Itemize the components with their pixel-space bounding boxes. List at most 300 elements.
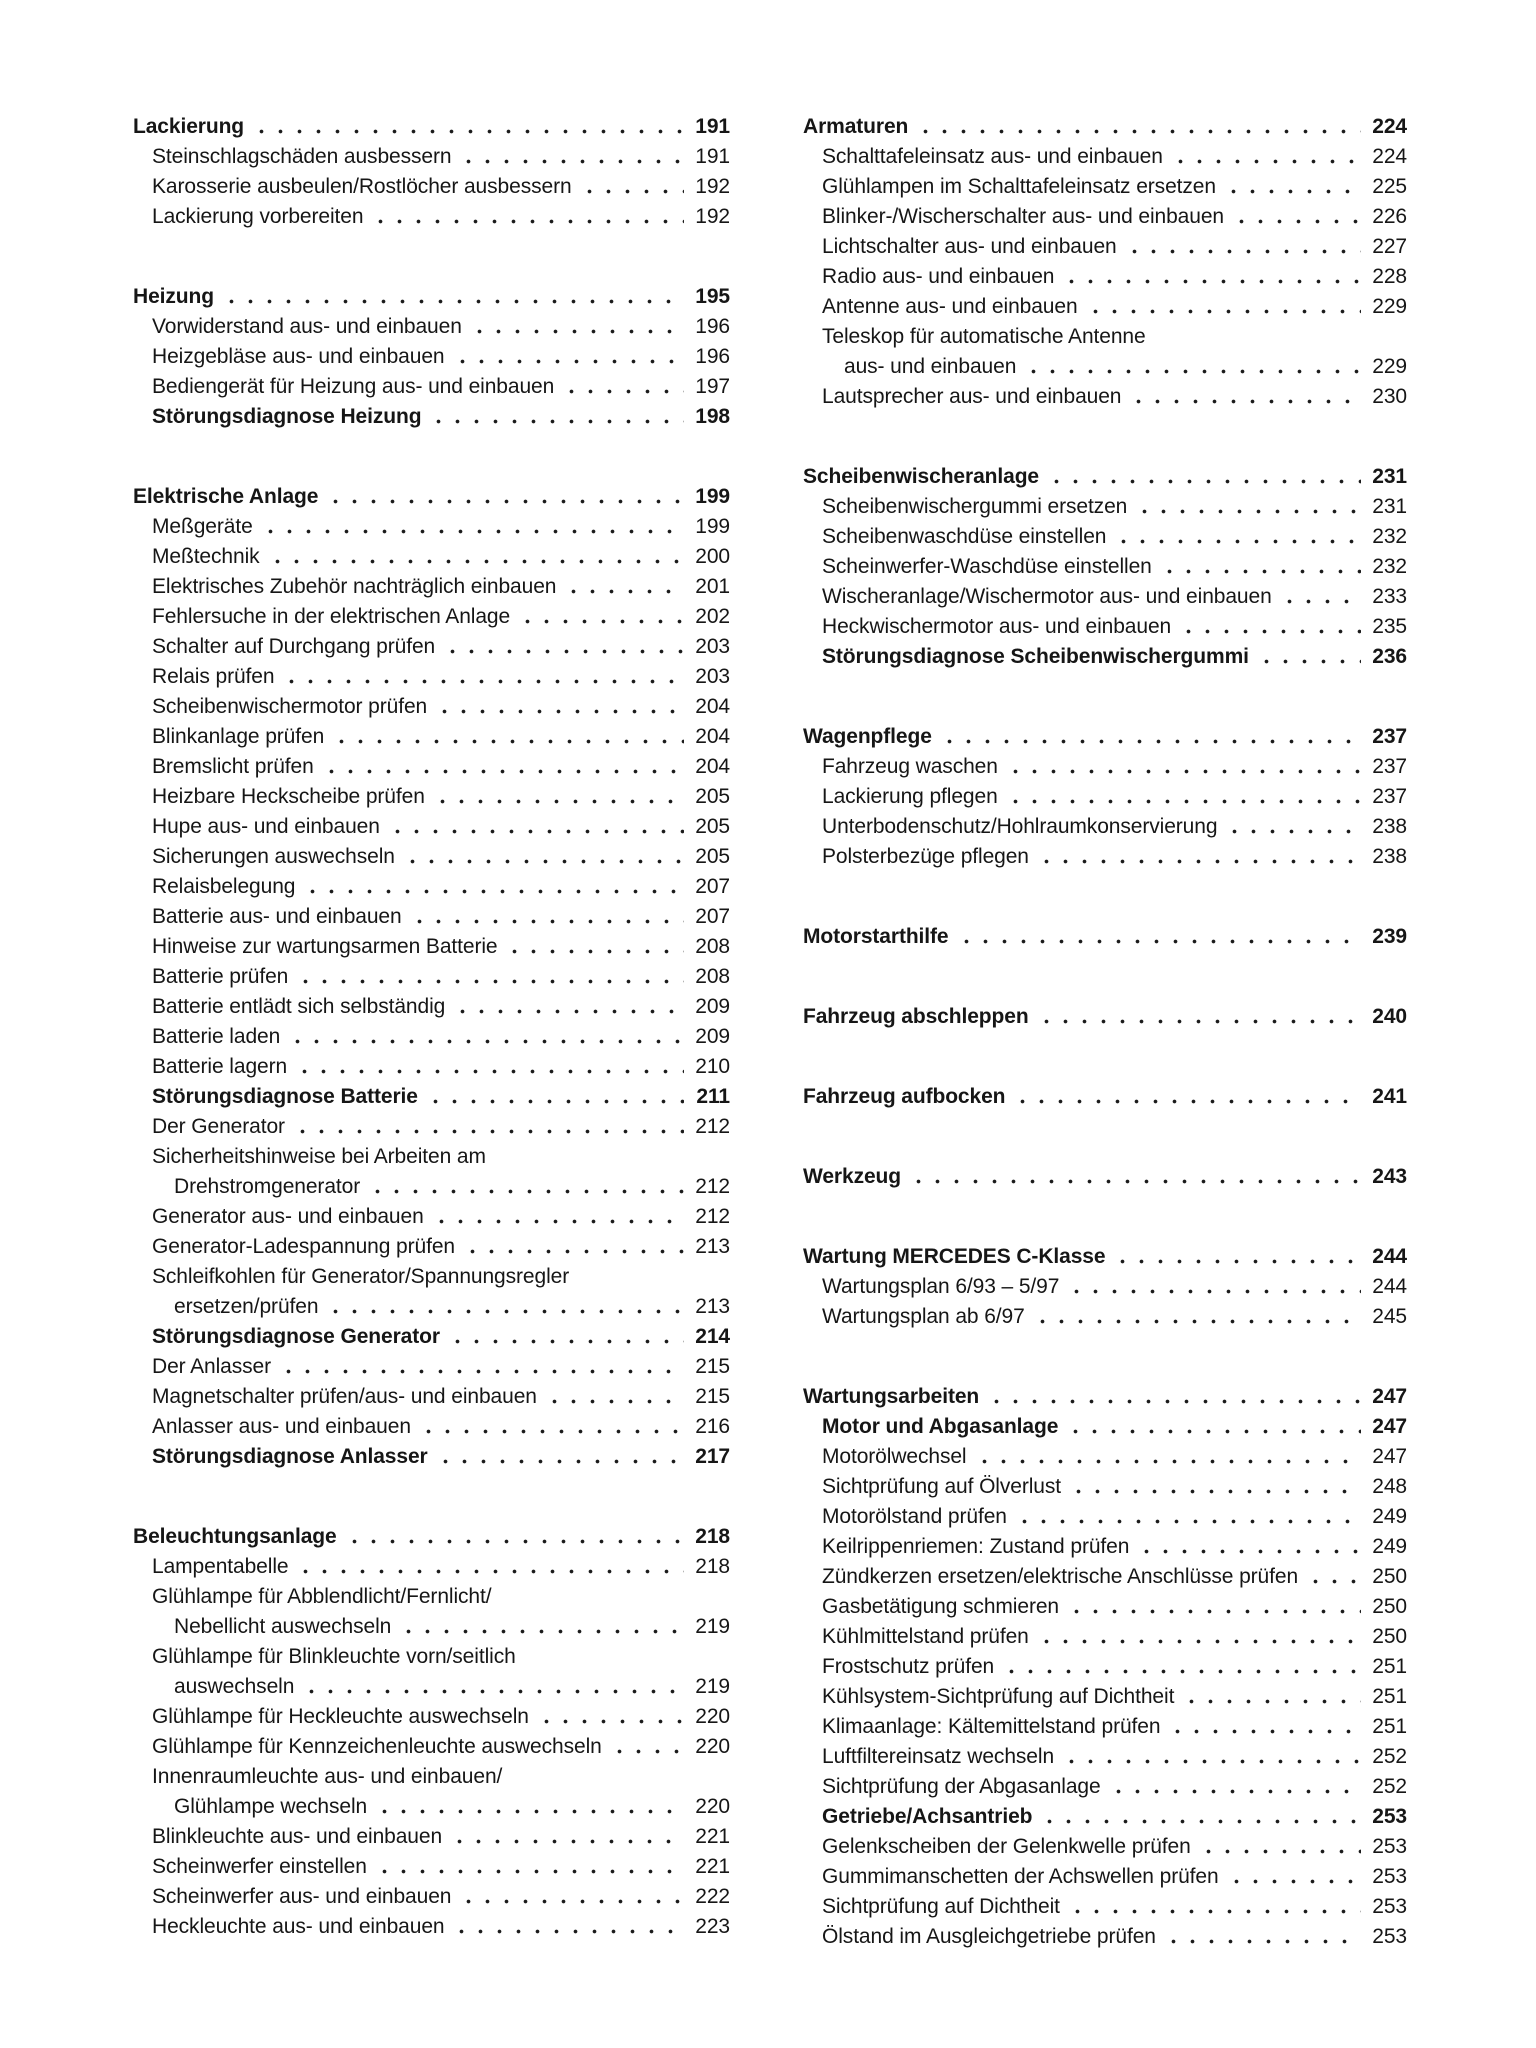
toc-page-number: 233 <box>1372 585 1407 608</box>
toc-entry-label: Batterie laden <box>152 1025 281 1048</box>
toc-page-number: 210 <box>695 1055 730 1078</box>
dot-leader <box>397 1612 684 1642</box>
toc-entry-label: Scheibenwaschdüse einstellen <box>822 525 1107 548</box>
toc-entry-label: Motorölstand prüfen <box>822 1505 1007 1528</box>
dot-leader <box>266 542 684 572</box>
dot-leader <box>914 112 1361 142</box>
toc-section <box>803 1002 1407 1032</box>
dot-leader <box>955 922 1361 952</box>
dot-leader <box>294 1552 684 1582</box>
toc-entry-label: Hinweise zur wartungsarmen Batterie <box>152 935 498 958</box>
toc-entry-label: Luftfiltereinsatz wechseln <box>822 1745 1055 1768</box>
toc-entry-label: Batterie aus- und einbauen <box>152 905 402 928</box>
toc-entry <box>133 542 730 572</box>
toc-entry <box>133 312 730 342</box>
toc-entry-label: Beleuchtungsanlage <box>133 1525 337 1548</box>
toc-page-number: 235 <box>1372 615 1407 638</box>
toc-entry <box>803 1652 1407 1682</box>
toc-section <box>133 282 730 432</box>
toc-page-number: 208 <box>695 935 730 958</box>
toc-entry-label: Störungsdiagnose Scheibenwischergummi <box>822 645 1249 668</box>
toc-entry <box>133 1262 730 1292</box>
toc-page-number: 227 <box>1372 235 1407 258</box>
toc-section-header <box>133 282 730 312</box>
toc-entry <box>133 1672 730 1702</box>
toc-entry-label: Heizbare Heckscheibe prüfen <box>152 785 425 808</box>
dot-leader <box>369 202 684 232</box>
toc-entry <box>133 1912 730 1942</box>
toc-entry-label: Anlasser aus- und einbauen <box>152 1415 411 1438</box>
toc-page-number: 199 <box>695 515 730 538</box>
toc-entry-label: Werkzeug <box>803 1165 902 1188</box>
toc-entry <box>803 1532 1407 1562</box>
dot-leader <box>608 1732 684 1762</box>
dot-leader <box>907 1162 1361 1192</box>
dot-leader <box>301 872 684 902</box>
toc-entry-label: Lichtschalter aus- und einbauen <box>822 235 1117 258</box>
toc-entry <box>133 172 730 202</box>
toc-entry-label: Sichtprüfung auf Dichtheit <box>822 1895 1060 1918</box>
toc-page-number: 209 <box>695 1025 730 1048</box>
dot-leader <box>220 282 684 312</box>
toc-entry <box>803 1742 1407 1772</box>
toc-entry <box>803 1442 1407 1472</box>
dot-leader <box>1169 142 1361 172</box>
dot-leader <box>1038 1802 1361 1832</box>
dot-leader <box>1278 582 1361 612</box>
toc-page-number: 218 <box>695 1555 730 1578</box>
toc-page-number: 239 <box>1372 925 1407 948</box>
dot-leader <box>938 722 1361 752</box>
dot-leader <box>373 1792 684 1822</box>
toc-entry-label: Drehstromgenerator <box>174 1175 361 1198</box>
dot-leader <box>1066 1892 1361 1922</box>
toc-page-number: 202 <box>695 605 730 628</box>
toc-entry <box>133 1762 730 1792</box>
toc-section-header <box>803 1242 1407 1272</box>
toc-page-number: 212 <box>695 1115 730 1138</box>
toc-page-number: 253 <box>1372 1835 1407 1858</box>
toc-entry-label: Motor und Abgasanlage <box>822 1415 1059 1438</box>
toc-page-number: 238 <box>1372 845 1407 868</box>
toc-entry-label: Wartung MERCEDES C-Klasse <box>803 1245 1106 1268</box>
toc-entry <box>803 642 1407 672</box>
toc-entry <box>133 1442 730 1472</box>
dot-leader <box>535 1702 684 1732</box>
dot-leader <box>1162 1922 1361 1952</box>
toc-entry-label: ersetzen/prüfen <box>174 1295 319 1318</box>
toc-page-number: 204 <box>695 725 730 748</box>
toc-entry-label: Magnetschalter prüfen/aus- und einbauen <box>152 1385 537 1408</box>
toc-entry-label: Polsterbezüge pflegen <box>822 845 1029 868</box>
toc-page-number: 205 <box>695 785 730 808</box>
toc-entry-label: Bediengerät für Heizung aus- und einbauen <box>152 375 555 398</box>
toc-entry <box>133 692 730 722</box>
toc-entry <box>133 1612 730 1642</box>
toc-entry-label: Scheinwerfer-Waschdüse einstellen <box>822 555 1152 578</box>
toc-entry-label: Heizung <box>133 285 214 308</box>
toc-entry <box>803 812 1407 842</box>
toc-entry-label: Sicherungen auswechseln <box>152 845 395 868</box>
toc-entry-label: Elektrische Anlage <box>133 485 319 508</box>
toc-entry-label: Meßtechnik <box>152 545 260 568</box>
dot-leader <box>1000 1652 1361 1682</box>
dot-leader <box>277 1352 684 1382</box>
dot-leader <box>451 342 685 372</box>
toc-section <box>803 722 1407 872</box>
toc-page-number: 199 <box>695 485 730 508</box>
toc-entry-label: Frostschutz prüfen <box>822 1655 995 1678</box>
dot-leader <box>441 632 684 662</box>
dot-leader <box>1011 1082 1361 1112</box>
toc-entry-label: Glühlampe für Blinkleuchte vorn/seitlich <box>152 1645 516 1668</box>
dot-leader <box>300 1672 684 1702</box>
dot-leader <box>366 1172 684 1202</box>
toc-entry <box>133 812 730 842</box>
toc-page-number: 212 <box>695 1175 730 1198</box>
toc-entry <box>803 1272 1407 1302</box>
toc-entry-label: Scheinwerfer einstellen <box>152 1855 367 1878</box>
toc-page-number: 241 <box>1372 1085 1407 1108</box>
dot-leader <box>1133 492 1361 522</box>
dot-leader <box>1065 1592 1361 1622</box>
dot-leader <box>560 372 684 402</box>
toc-entry <box>133 1412 730 1442</box>
toc-entry <box>133 872 730 902</box>
toc-entry <box>803 752 1407 782</box>
toc-entry-label: Wartungsarbeiten <box>803 1385 980 1408</box>
toc-entry <box>133 572 730 602</box>
dot-leader <box>417 1412 684 1442</box>
toc-page-number: 191 <box>695 115 730 138</box>
toc-page-number: 253 <box>1372 1925 1407 1948</box>
toc-entry <box>803 582 1407 612</box>
toc-entry-label: Gummimanschetten der Achswellen prüfen <box>822 1865 1219 1888</box>
toc-entry-label: Getriebe/Achsantrieb <box>822 1805 1033 1828</box>
toc-page-number: 192 <box>695 175 730 198</box>
toc-entry <box>803 202 1407 232</box>
dot-leader <box>503 932 684 962</box>
toc-entry-label: Blinkanlage prüfen <box>152 725 325 748</box>
dot-leader <box>324 482 684 512</box>
toc-entry <box>133 662 730 692</box>
toc-entry <box>133 1702 730 1732</box>
toc-entry-label: Keilrippenriemen: Zustand prüfen <box>822 1535 1130 1558</box>
toc-entry <box>803 1832 1407 1862</box>
toc-page-number: 209 <box>695 995 730 1018</box>
toc-page-number: 244 <box>1372 1275 1407 1298</box>
toc-entry-label: Nebellicht auswechseln <box>174 1615 392 1638</box>
toc-entry-label: Glühlampe für Kennzeichenleuchte auswechseln <box>152 1735 602 1758</box>
toc-entry-label: Fahrzeug aufbocken <box>803 1085 1006 1108</box>
toc-entry-label: Meßgeräte <box>152 515 253 538</box>
toc-entry-label: Innenraumleuchte aus- und einbauen/ <box>152 1765 503 1788</box>
toc-section-header <box>803 1082 1407 1112</box>
toc-entry <box>133 402 730 432</box>
toc-entry <box>803 172 1407 202</box>
toc-entry <box>133 512 730 542</box>
dot-leader <box>1255 642 1361 672</box>
toc-page-number: 251 <box>1372 1715 1407 1738</box>
toc-entry <box>133 1582 730 1612</box>
toc-page-number: 236 <box>1372 645 1407 668</box>
toc-entry <box>803 782 1407 812</box>
toc-entry-label: Scheibenwischeranlage <box>803 465 1039 488</box>
dot-leader <box>280 662 684 692</box>
dot-leader <box>286 1022 684 1052</box>
toc-section <box>803 1082 1407 1112</box>
dot-leader <box>386 812 684 842</box>
toc-entry-label: Heizgebläse aus- und einbauen <box>152 345 445 368</box>
dot-leader <box>973 1442 1362 1472</box>
toc-section <box>803 1162 1407 1192</box>
toc-entry <box>133 1852 730 1882</box>
toc-entry-label: Der Anlasser <box>152 1355 272 1378</box>
toc-entry-label: Blinkleuchte aus- und einbauen <box>152 1825 443 1848</box>
toc-entry <box>803 1412 1407 1442</box>
toc-entry-label: Zündkerzen ersetzen/elektrische Anschlüsse prüfen <box>822 1565 1299 1588</box>
toc-entry-label: Generator-Ladespannung prüfen <box>152 1235 455 1258</box>
dot-leader <box>985 1382 1361 1412</box>
toc-entry-label: Teleskop für automatische Antenne <box>822 325 1146 348</box>
toc-section-header <box>803 722 1407 752</box>
toc-entry <box>803 292 1407 322</box>
toc-page-number: 247 <box>1372 1445 1407 1468</box>
toc-entry-label: Sichtprüfung der Abgasanlage <box>822 1775 1101 1798</box>
dot-leader <box>433 692 684 722</box>
toc-page-number: 201 <box>695 575 730 598</box>
toc-entry-label: Schalter auf Durchgang prüfen <box>152 635 436 658</box>
toc-page-number: 216 <box>695 1415 730 1438</box>
dot-leader <box>448 1822 684 1852</box>
toc-section <box>803 462 1407 672</box>
dot-leader <box>424 1082 684 1112</box>
dot-leader <box>1135 1532 1361 1562</box>
toc-entry <box>133 1382 730 1412</box>
toc-entry-label: aus- und einbauen <box>844 355 1017 378</box>
toc-entry <box>803 232 1407 262</box>
toc-entry <box>133 1352 730 1382</box>
toc-page-number: 192 <box>695 205 730 228</box>
toc-page-number: 203 <box>695 635 730 658</box>
dot-leader <box>1004 782 1361 812</box>
toc-page-number: 231 <box>1372 495 1407 518</box>
dot-leader <box>1158 552 1361 582</box>
toc-entry <box>803 1772 1407 1802</box>
toc-page-number: 248 <box>1372 1475 1407 1498</box>
toc-page-number: 252 <box>1372 1745 1407 1768</box>
toc-entry <box>133 902 730 932</box>
toc-entry-label: Scheibenwischergummi ersetzen <box>822 495 1128 518</box>
toc-section-header <box>803 462 1407 492</box>
dot-leader <box>461 1232 684 1262</box>
dot-leader <box>516 602 684 632</box>
toc-entry <box>803 842 1407 872</box>
toc-entry-label: Motorölwechsel <box>822 1445 967 1468</box>
toc-page-number: 213 <box>695 1295 730 1318</box>
dot-leader <box>457 1882 684 1912</box>
toc-entry-label: Lackierung vorbereiten <box>152 205 364 228</box>
toc-entry <box>803 612 1407 642</box>
toc-entry <box>803 1562 1407 1592</box>
dot-leader <box>1035 1622 1361 1652</box>
toc-entry <box>803 352 1407 382</box>
dot-leader <box>1035 1002 1361 1032</box>
toc-page-number: 223 <box>695 1915 730 1938</box>
toc-entry-label: Glühlampe für Abblendlicht/Fernlicht/ <box>152 1585 492 1608</box>
toc-page-number: 226 <box>1372 205 1407 228</box>
dot-leader <box>427 402 684 432</box>
dot-leader <box>1065 1272 1361 1302</box>
toc-entry-label: Der Generator <box>152 1115 285 1138</box>
toc-page-number: 253 <box>1372 1895 1407 1918</box>
toc-entry-label: Relais prüfen <box>152 665 275 688</box>
toc-entry-label: Wischeranlage/Wischermotor aus- und einbauen <box>822 585 1272 608</box>
toc-page-number: 252 <box>1372 1775 1407 1798</box>
dot-leader <box>1060 1742 1361 1772</box>
toc-entry-label: Bremslicht prüfen <box>152 755 314 778</box>
toc-entry-label: Glühlampe wechseln <box>174 1795 368 1818</box>
toc-column-1 <box>133 112 730 1992</box>
dot-leader <box>543 1382 684 1412</box>
toc-page-number: 253 <box>1372 1805 1407 1828</box>
toc-entry-label: Blinker-/Wischerschalter aus- und einbauen <box>822 205 1224 228</box>
toc-page-number: 250 <box>1372 1625 1407 1648</box>
toc-page-number: 245 <box>1372 1305 1407 1328</box>
toc-entry-label: Radio aus- und einbauen <box>822 265 1055 288</box>
toc-entry-label: Störungsdiagnose Generator <box>152 1325 440 1348</box>
toc-entry <box>803 262 1407 292</box>
dot-leader <box>446 1322 684 1352</box>
toc-page-number: 232 <box>1372 525 1407 548</box>
toc-entry-label: Relaisbelegung <box>152 875 296 898</box>
toc-entry <box>133 752 730 782</box>
toc-page-number: 215 <box>695 1355 730 1378</box>
toc-entry <box>133 632 730 662</box>
toc-entry-label: Schalttafeleinsatz aus- und einbauen <box>822 145 1163 168</box>
toc-page-number: 232 <box>1372 555 1407 578</box>
dot-leader <box>1013 1502 1361 1532</box>
toc-entry-label: Wartungsplan 6/93 – 5/97 <box>822 1275 1060 1298</box>
toc-entry-label: Glühlampen im Schalttafeleinsatz ersetzen <box>822 175 1216 198</box>
toc-section <box>133 112 730 232</box>
toc-page-number: 228 <box>1372 265 1407 288</box>
toc-section-header <box>133 1522 730 1552</box>
toc-page-number: 244 <box>1372 1245 1407 1268</box>
dot-leader <box>1166 1712 1361 1742</box>
toc-page-number: 231 <box>1372 465 1407 488</box>
toc-entry-label: Batterie lagern <box>152 1055 288 1078</box>
dot-leader <box>1111 1242 1361 1272</box>
toc-entry-label: Ölstand im Ausgleichgetriebe prüfen <box>822 1925 1156 1948</box>
toc-page-number: 195 <box>695 285 730 308</box>
dot-leader <box>401 842 684 872</box>
toc-page-number: 218 <box>695 1525 730 1548</box>
dot-leader <box>408 902 684 932</box>
dot-leader <box>294 962 684 992</box>
toc-entry-label: Elektrisches Zubehör nachträglich einbauen <box>152 575 557 598</box>
toc-entry <box>133 602 730 632</box>
toc-page-number: 237 <box>1372 755 1407 778</box>
dot-leader <box>1060 262 1361 292</box>
toc-entry <box>803 1892 1407 1922</box>
toc-page-number: 249 <box>1372 1535 1407 1558</box>
dot-leader <box>1180 1682 1361 1712</box>
toc-entry <box>803 1502 1407 1532</box>
toc-page-number: 249 <box>1372 1505 1407 1528</box>
toc-entry <box>803 1622 1407 1652</box>
dot-leader <box>293 1052 684 1082</box>
toc-entry-label: Lampentabelle <box>152 1555 289 1578</box>
toc-entry <box>803 142 1407 172</box>
toc-page-number: 243 <box>1372 1165 1407 1188</box>
dot-leader <box>1035 842 1361 872</box>
toc-page-number: 211 <box>696 1085 730 1108</box>
toc-entry <box>803 1682 1407 1712</box>
toc-entry-label: Karosserie ausbeulen/Rostlöcher ausbessern <box>152 175 572 198</box>
toc-section <box>803 1382 1407 1952</box>
toc-entry <box>803 1592 1407 1622</box>
toc-page-number: 208 <box>695 965 730 988</box>
toc-page-number: 215 <box>695 1385 730 1408</box>
toc-section-header <box>803 922 1407 952</box>
dot-leader <box>1223 812 1361 842</box>
toc-page-number: 196 <box>695 315 730 338</box>
dot-leader <box>291 1112 684 1142</box>
toc-entry-label: Störungsdiagnose Anlasser <box>152 1445 428 1468</box>
toc-page-number: 200 <box>695 545 730 568</box>
dot-leader <box>1127 382 1361 412</box>
toc-page-number: 207 <box>695 905 730 928</box>
toc-section-header <box>133 112 730 142</box>
toc-entry-label: Gelenkscheiben der Gelenkwelle prüfen <box>822 1835 1191 1858</box>
toc-page-number: 214 <box>695 1325 730 1348</box>
toc-entry-label: Schleifkohlen für Generator/Spannungsregler <box>152 1265 570 1288</box>
toc-page-number: 219 <box>695 1675 730 1698</box>
toc-section <box>133 1522 730 1942</box>
toc-section-header <box>803 112 1407 142</box>
dot-leader <box>431 782 684 812</box>
toc-page-number: 204 <box>695 755 730 778</box>
toc-entry-label: Armaturen <box>803 115 909 138</box>
toc-section-header <box>803 1002 1407 1032</box>
dot-leader <box>1107 1772 1361 1802</box>
toc-section-header <box>803 1162 1407 1192</box>
toc-entry <box>133 342 730 372</box>
toc-entry <box>803 322 1407 352</box>
dot-leader <box>1022 352 1361 382</box>
dot-leader <box>457 142 684 172</box>
toc-page-number: 247 <box>1372 1415 1407 1438</box>
toc-entry-label: Fehlersuche in der elektrischen Anlage <box>152 605 511 628</box>
toc-section-header <box>803 1382 1407 1412</box>
dot-leader <box>1084 292 1361 322</box>
toc-entry-label: Lackierung <box>133 115 245 138</box>
toc-page-number: 250 <box>1372 1595 1407 1618</box>
toc-entry-label: Antenne aus- und einbauen <box>822 295 1078 318</box>
toc-entry-label: Lautsprecher aus- und einbauen <box>822 385 1122 408</box>
toc-entry <box>133 1292 730 1322</box>
toc-entry <box>133 1172 730 1202</box>
toc-page-number: 207 <box>695 875 730 898</box>
toc-entry-label: auswechseln <box>174 1675 295 1698</box>
toc-entry-label: Vorwiderstand aus- und einbauen <box>152 315 462 338</box>
toc-column-2 <box>803 112 1407 2002</box>
toc-section <box>803 112 1407 412</box>
dot-leader <box>1177 612 1361 642</box>
toc-entry-label: Generator aus- und einbauen <box>152 1205 424 1228</box>
toc-entry <box>133 1732 730 1762</box>
